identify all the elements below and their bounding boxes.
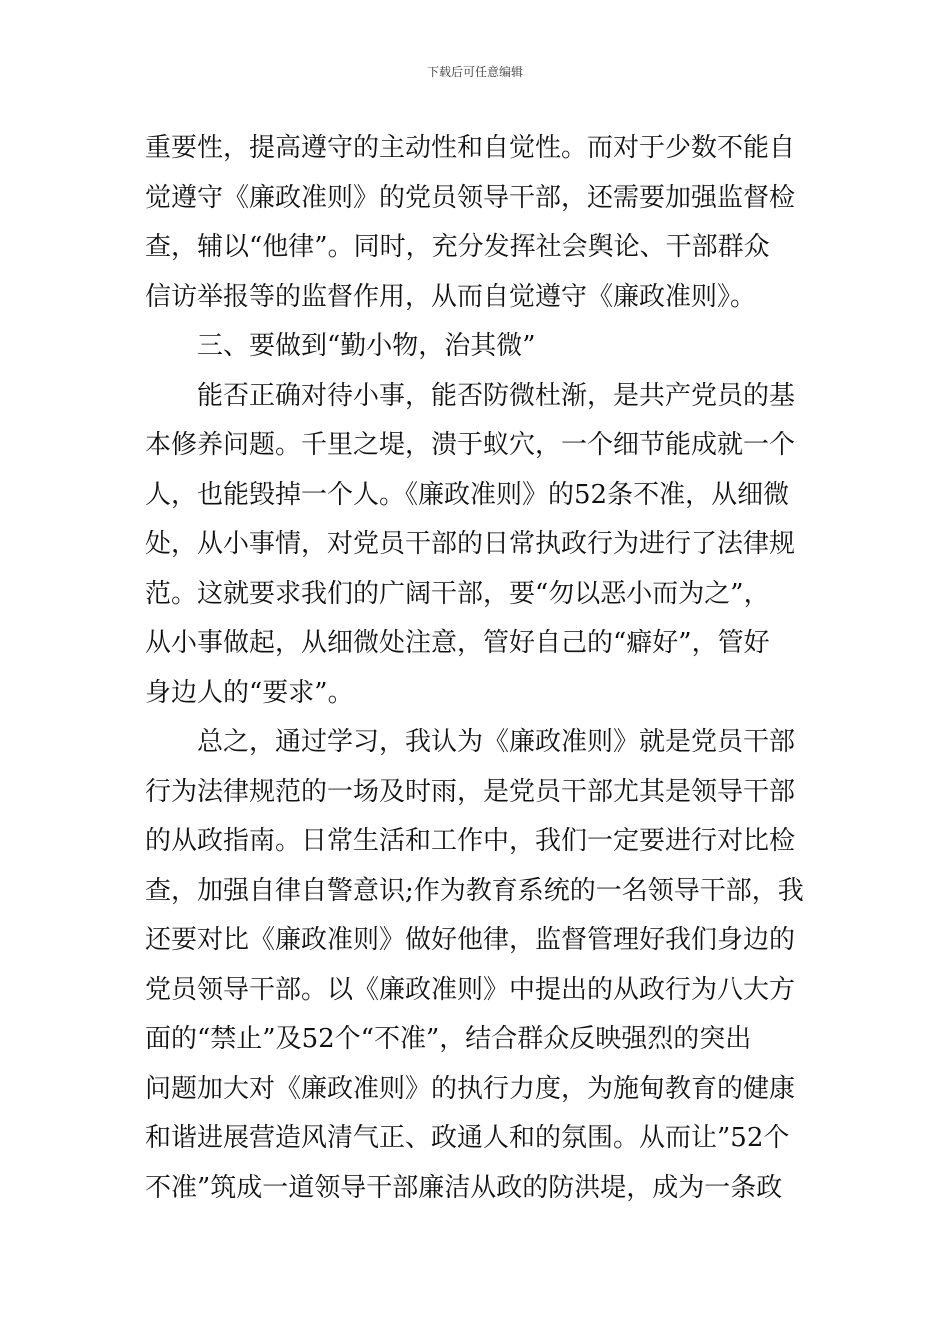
text-line: 范。这就要求我们的广阔干部，要“勿以恶小而为之”， — [145, 578, 770, 609]
text-line: 和谐进展营造风清气正、政通人和的氛围。从而让”52个 — [145, 1123, 790, 1153]
page-header: 下载后可任意编辑 — [426, 65, 523, 79]
text-line: 面的“禁止”及52个“不准”，结合群众反映强烈的突出 — [145, 1024, 752, 1054]
text-line: 问题加大对《廉政准则》的执行力度，为施甸教育的健康 — [145, 1073, 796, 1104]
document-body — [145, 124, 805, 1213]
text-line: 行为法律规范的一场及时雨，是党员干部尤其是领导干部 — [145, 776, 796, 807]
text-line: 党员领导干部。以《廉政准则》中提出的从政行为八大方 — [145, 974, 796, 1005]
text-line: 信访举报等的监督作用，从而自觉遵守《廉政准则》。 — [145, 281, 757, 312]
text-line: 查，辅以“他律”。同时，充分发挥社会舆论、干部群众 — [145, 232, 770, 262]
text-line: 觉遵守《廉政准则》的党员领导干部，还需要加强监督检 — [145, 182, 796, 213]
text-line: 能否正确对待小事，能否防微杜渐，是共产党员的基 — [197, 380, 796, 411]
text-line: 的从政指南。日常生活和工作中，我们一定要进行对比检 — [145, 826, 796, 856]
text-line: 查，加强自律自警意识;作为教育系统的一名领导干部，我 — [145, 875, 804, 906]
text-line: 总之，通过学习，我认为《廉政准则》就是党员干部 — [197, 727, 796, 757]
text-line: 本修养问题。千里之堤，溃于蚁穴，一个细节能成就一个 — [145, 430, 796, 460]
text-line: 身边人的“要求”。 — [145, 677, 354, 708]
section-heading: 三、要做到“勤小物，治其微” — [197, 331, 536, 361]
text-line: 从小事做起，从细微处注意，管好自己的“癖好”，管好 — [145, 628, 770, 658]
text-line: 还要对比《廉政准则》做好他律，监督管理好我们身边的 — [145, 925, 796, 955]
text-line: 处，从小事情，对党员干部的日常执政行为进行了法律规 — [145, 529, 796, 559]
text-line: 人，也能毁掉一个人。《廉政准则》的52条不准，从细微 — [145, 479, 790, 510]
text-line: 不准”筑成一道领导干部廉洁从政的防洪堤，成为一条政 — [145, 1172, 783, 1203]
text-line: 重要性，提高遵守的主动性和自觉性。而对于少数不能自 — [145, 133, 796, 163]
